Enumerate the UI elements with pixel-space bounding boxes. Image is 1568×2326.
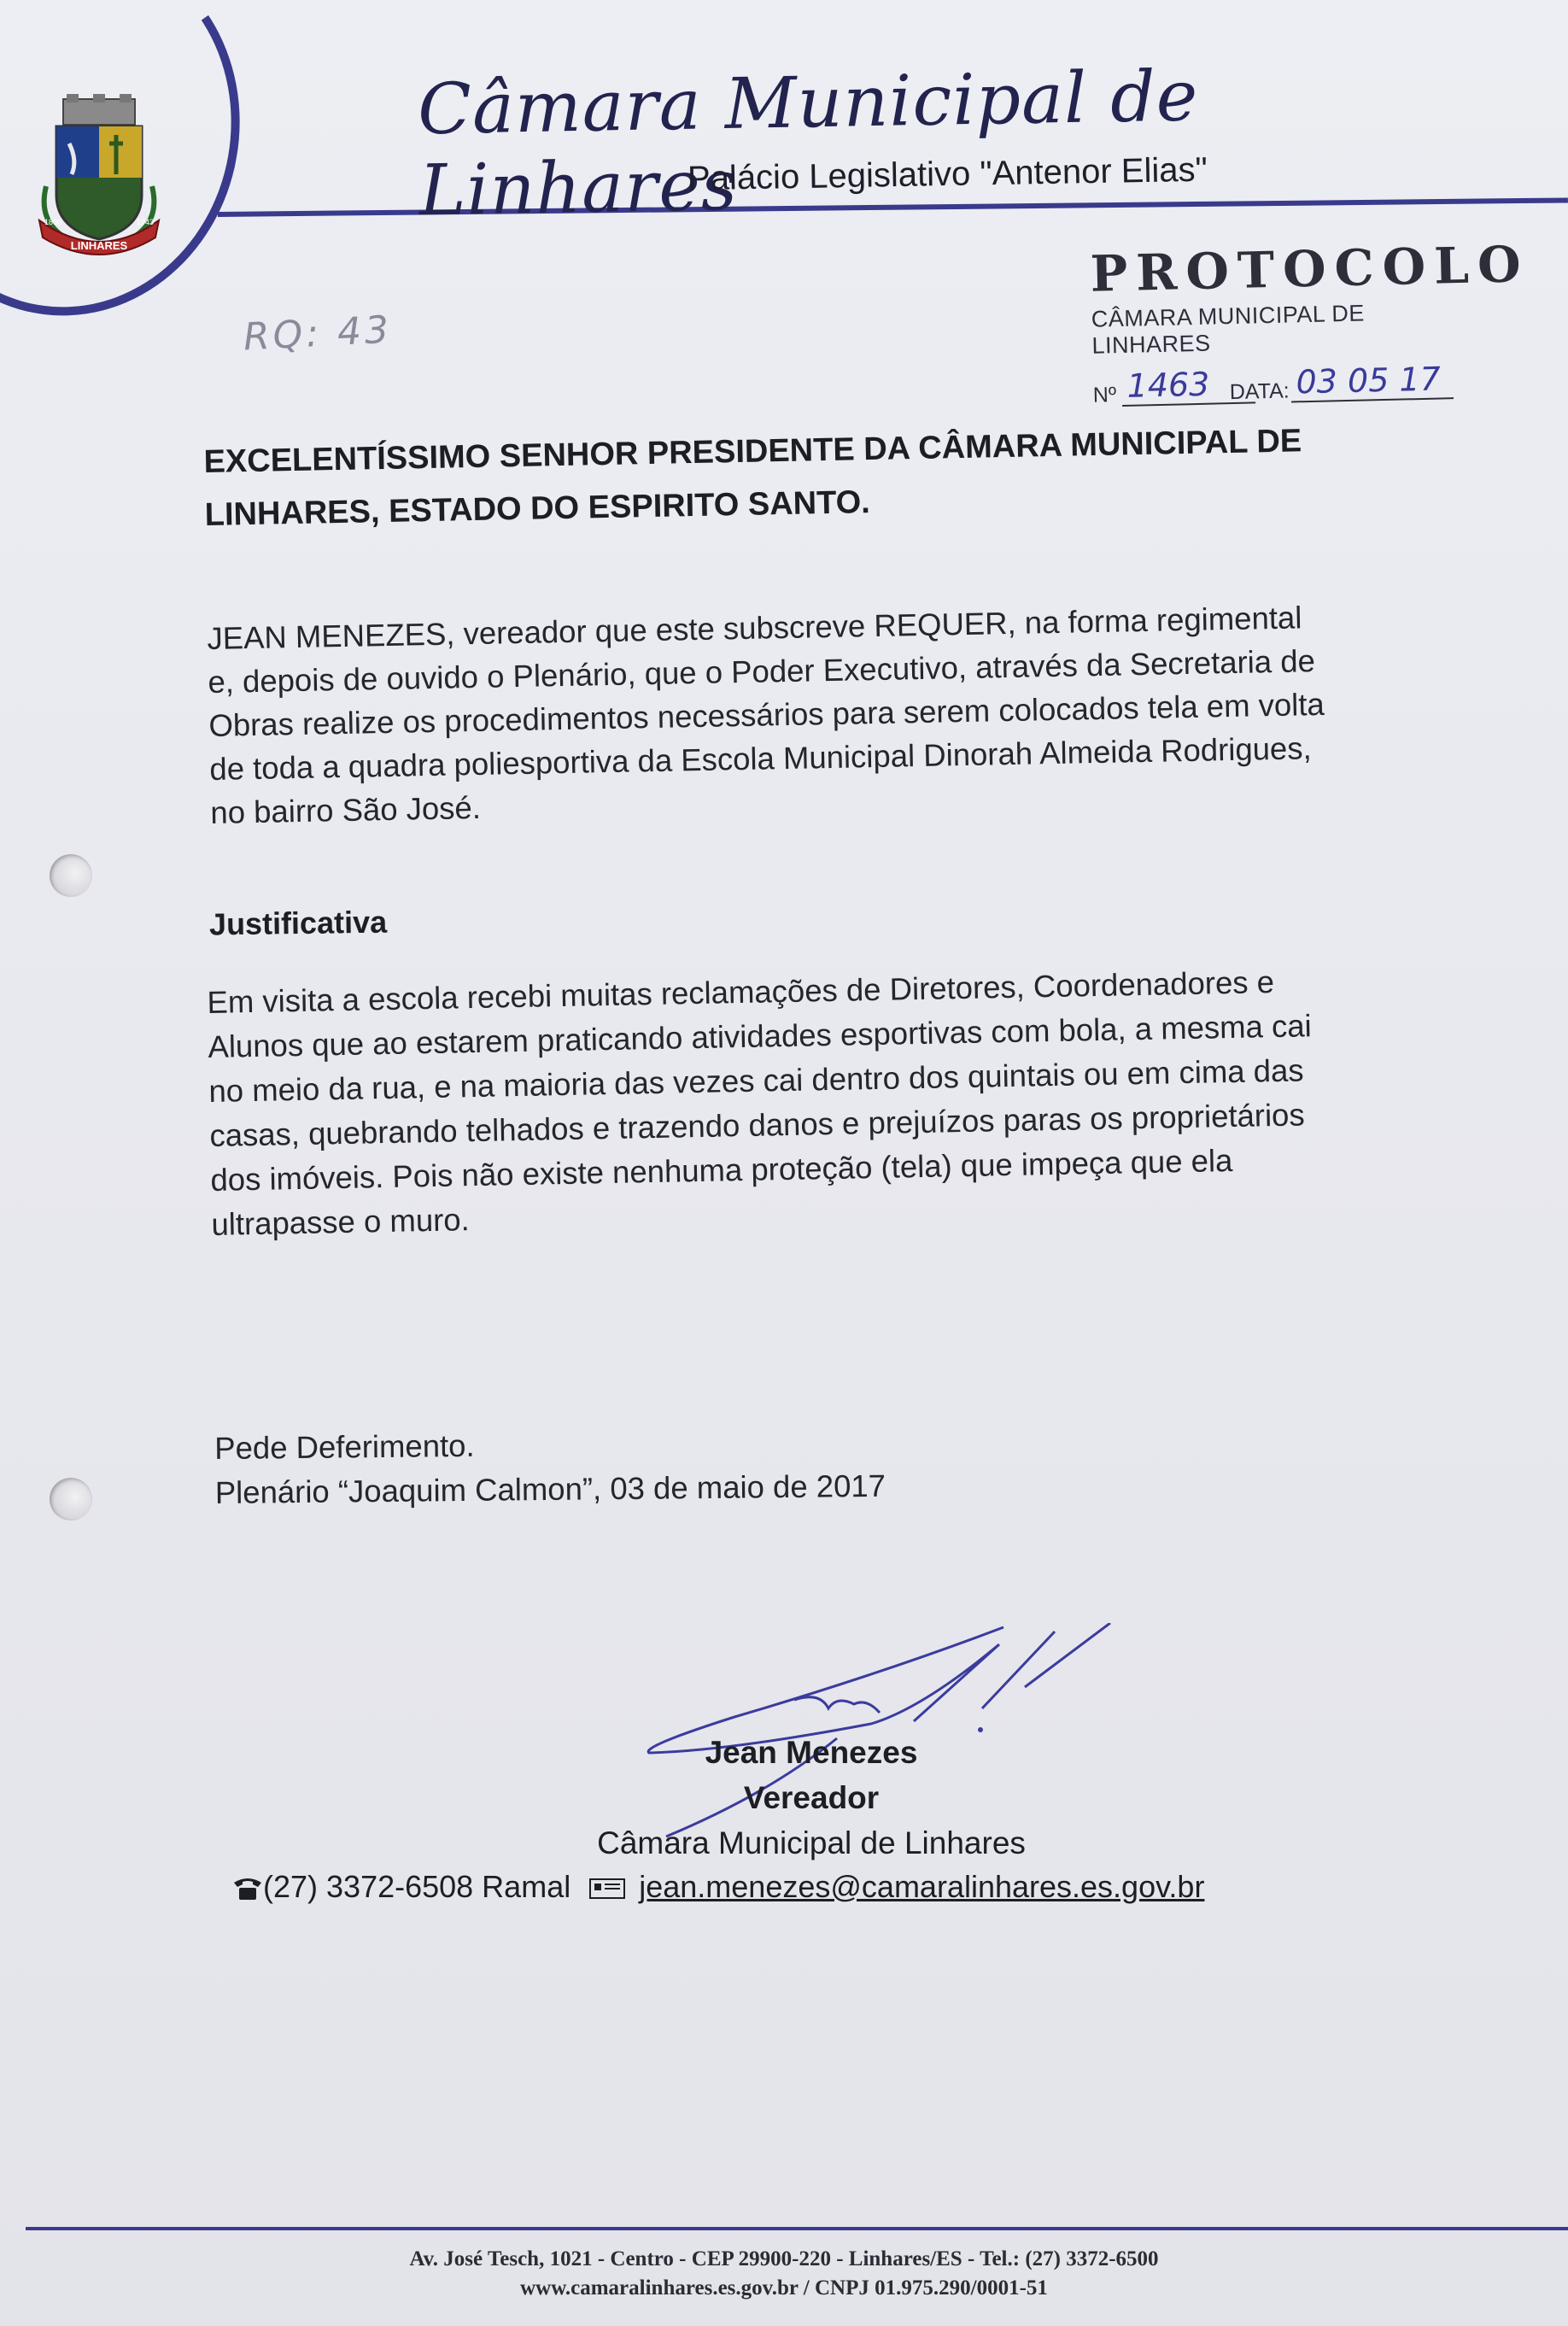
crest-year-left: 1800 <box>44 218 62 226</box>
protocol-fields <box>1092 360 1452 411</box>
justification-line: no meio da rua, e na maioria das vezes cai dentro dos quintais ou em cima das <box>208 1052 1304 1109</box>
signatory-role: Vereador <box>743 1780 880 1815</box>
footer-web: www.camaralinhares.es.gov.br / CNPJ 01.975.290/0001-51 <box>520 2276 1048 2300</box>
contact-line <box>232 1869 1204 1905</box>
signature-block <box>504 1730 1119 1866</box>
protocol-number-label: Nº <box>1092 383 1117 407</box>
justification-heading: Justificativa <box>208 904 388 942</box>
email-link[interactable]: jean.menezes@camaralinhares.es.gov.br <box>639 1869 1205 1904</box>
institution-title: Câmara Municipal de Linhares <box>417 56 1200 232</box>
request-line: e, depois de ouvido o Plenário, que o Poder Executivo, através da Secretaria de <box>208 643 1316 700</box>
footer-rule <box>26 2227 1568 2230</box>
closing-place-date: Plenário “Joaquim Calmon”, 03 de maio de 2017 <box>214 1468 886 1510</box>
justification-line: Em visita a escola recebi muitas reclamações de Diretores, Coordenadores e <box>207 964 1275 1020</box>
justification-paragraph <box>207 958 1425 1247</box>
protocol-subtitle: CÂMARA MUNICIPAL DE LINHARES <box>1091 300 1366 359</box>
crest-year-right: 1943 <box>137 218 155 226</box>
closing-block <box>214 1420 886 1515</box>
recipient-heading: EXCELENTÍSSIMO SENHOR PRESIDENTE DA CÂMARA MUNICIPAL DE LINHARES, ESTADO DO ESPIRITO SANTO. <box>203 423 1302 533</box>
phone-icon <box>232 1876 263 1901</box>
request-line: de toda a quadra poliesportiva da Escola Municipal Dinorah Almeida Rodrigues, <box>209 730 1313 787</box>
signatory-name: Jean Menezes <box>705 1735 918 1770</box>
signatory-institution: Câmara Municipal de Linhares <box>597 1825 1026 1860</box>
protocol-stamp <box>1089 235 1530 410</box>
protocol-number-value: 1463 <box>1121 364 1255 407</box>
justification-line: ultrapasse o muro. <box>211 1202 471 1242</box>
handwritten-note: RQ: 43 <box>242 308 394 360</box>
punch-hole <box>50 854 92 897</box>
email-icon <box>588 1876 629 1901</box>
municipal-crest-icon <box>31 92 167 259</box>
footer-address: Av. José Tesch, 1021 - Centro - CEP 29900-220 - Linhares/ES - Tel.: (27) 3372-6500 <box>409 2247 1159 2270</box>
closing-request: Pede Deferimento. <box>214 1427 475 1466</box>
punch-hole <box>50 1478 92 1520</box>
footer <box>0 2245 1568 2303</box>
request-line: JEAN MENEZES, vereador que este subscreve REQUER, na forma regimental <box>207 600 1302 656</box>
request-line: no bairro São José. <box>210 789 482 830</box>
palace-subtitle: Palácio Legislativo "Antenor Elias" <box>687 150 1208 198</box>
protocol-date-label: DATA: <box>1229 378 1290 405</box>
request-paragraph <box>207 594 1424 835</box>
phone-number: (27) 3372-6508 Ramal <box>263 1869 571 1904</box>
crest-ribbon-text: LINHARES <box>70 239 128 252</box>
justification-line: casas, quebrando telhados e trazendo danos e prejuízos paras os proprietários <box>209 1097 1306 1153</box>
protocol-date-value: 03 05 17 <box>1290 360 1454 402</box>
protocol-title: PROTOCOLO <box>1089 235 1530 303</box>
justification-line: Alunos que ao estarem praticando atividades esportivas com bola, a mesma cai <box>208 1008 1313 1064</box>
request-line: Obras realize os procedimentos necessários para serem colocados tela em volta <box>208 686 1325 743</box>
justification-line: dos imóveis. Pois não existe nenhuma proteção (tela) que impeça que ela <box>210 1142 1233 1198</box>
